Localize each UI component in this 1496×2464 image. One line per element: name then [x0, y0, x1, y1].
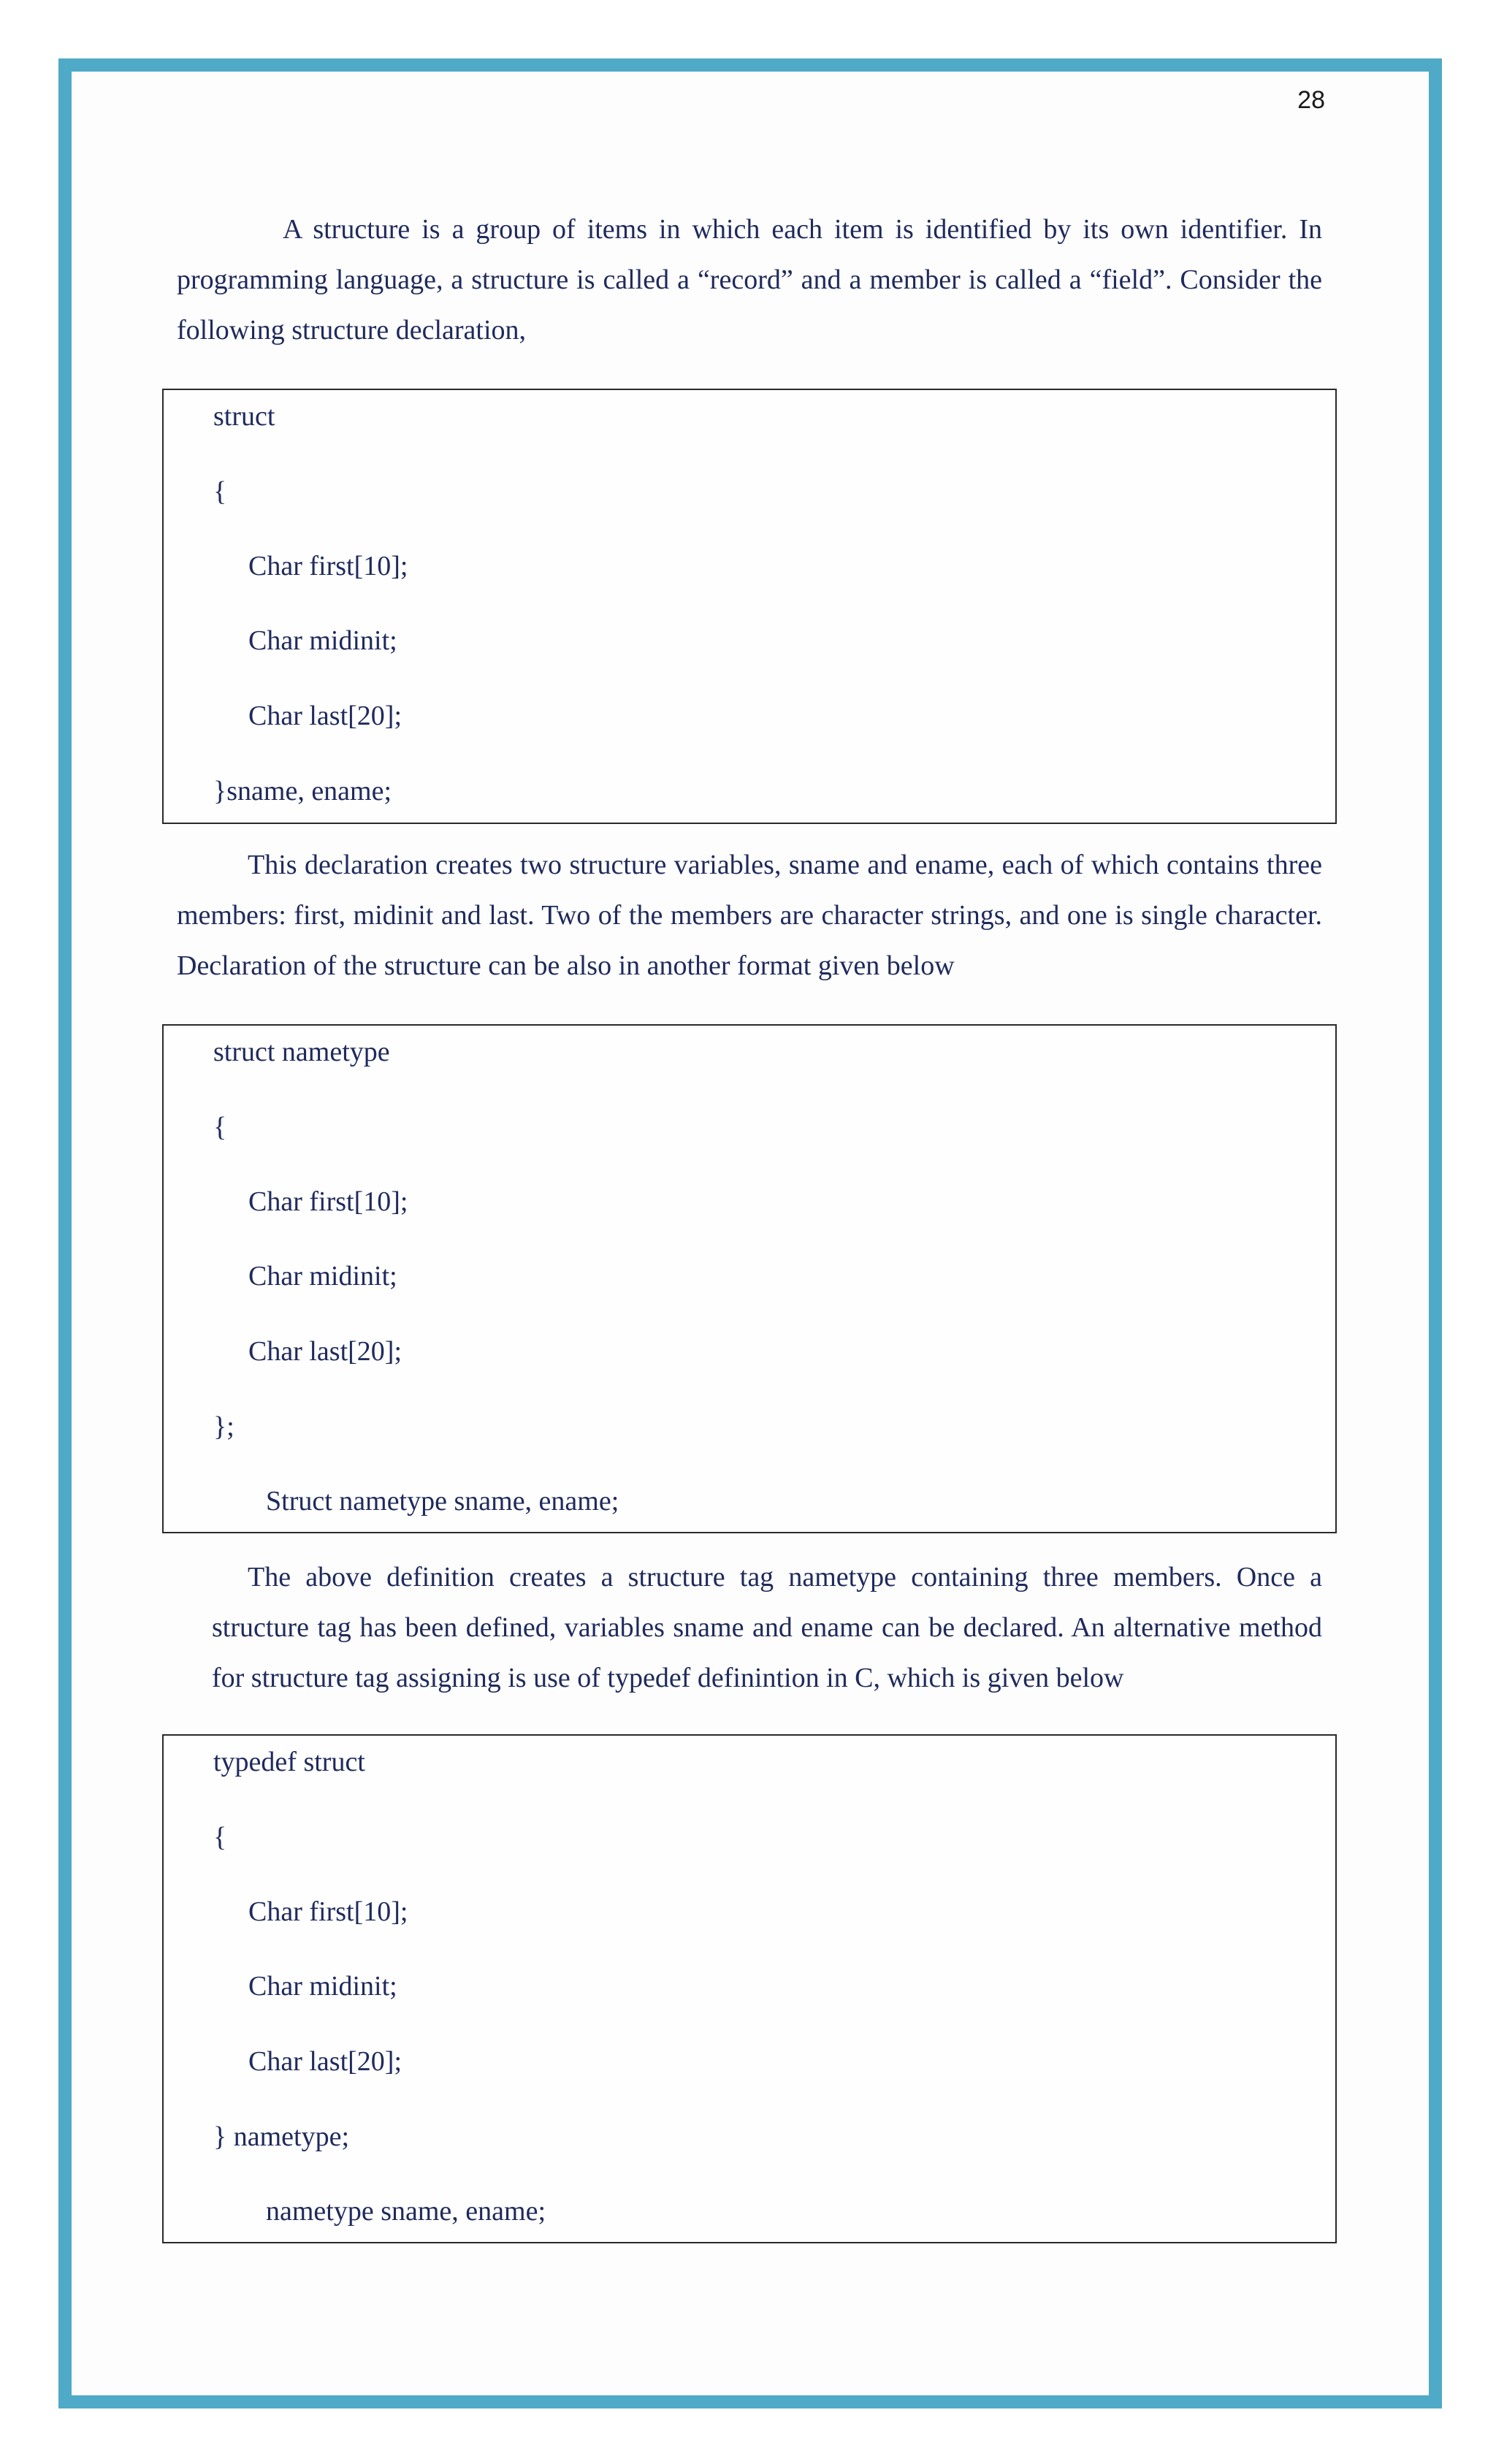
- code-line: Char first[10];: [248, 1896, 408, 1927]
- paragraph-tag-explanation: The above definition creates a structure tag nametype containing three members. Once a structure tag has been defined, variables sname and ename can be declared. An alternative method for structure tag assigning is use of typedef definintion in C, which is given below: [212, 1562, 1322, 1693]
- paragraph-structure-intro: A structure is a group of items in which each item is identified by its own identifier. In programming language, a structure is called a “record” and a member is called a “field”. Consider the following structure declaration,: [177, 214, 1322, 346]
- code-line: Char last[20];: [248, 1336, 402, 1367]
- code-block-struct-declaration: [162, 389, 1337, 824]
- paragraph-declaration-explanation: This declaration creates two structure variables, sname and ename, each of which contains three members: first, midinit and last. Two of the members are character strings, and one is single character. Declaration of the structure can be also in another format given below: [177, 850, 1322, 981]
- code-line: {: [213, 1112, 227, 1143]
- code-line: typedef struct: [213, 1747, 365, 1777]
- code-line: struct: [213, 401, 275, 432]
- code-line: }sname, ename;: [213, 776, 392, 806]
- code-block-typedef-struct: [162, 1734, 1337, 2243]
- code-line: struct nametype: [213, 1037, 390, 1067]
- code-line: {: [213, 476, 227, 507]
- code-line: Struct nametype sname, ename;: [266, 1486, 619, 1517]
- code-line: Char first[10];: [248, 551, 408, 581]
- code-line: {: [213, 1822, 227, 1853]
- code-line: Char last[20];: [248, 701, 402, 731]
- code-line: nametype sname, ename;: [266, 2196, 546, 2227]
- code-line: Char last[20];: [248, 2046, 402, 2077]
- code-line: Char midinit;: [248, 625, 397, 656]
- code-line: Char midinit;: [248, 1971, 397, 2002]
- code-line: };: [213, 1411, 234, 1442]
- code-block-struct-nametype: [162, 1024, 1337, 1533]
- code-line: Char first[10];: [248, 1186, 408, 1217]
- page-number: 28: [1297, 86, 1325, 114]
- code-line: Char midinit;: [248, 1261, 397, 1292]
- code-line: } nametype;: [213, 2121, 350, 2152]
